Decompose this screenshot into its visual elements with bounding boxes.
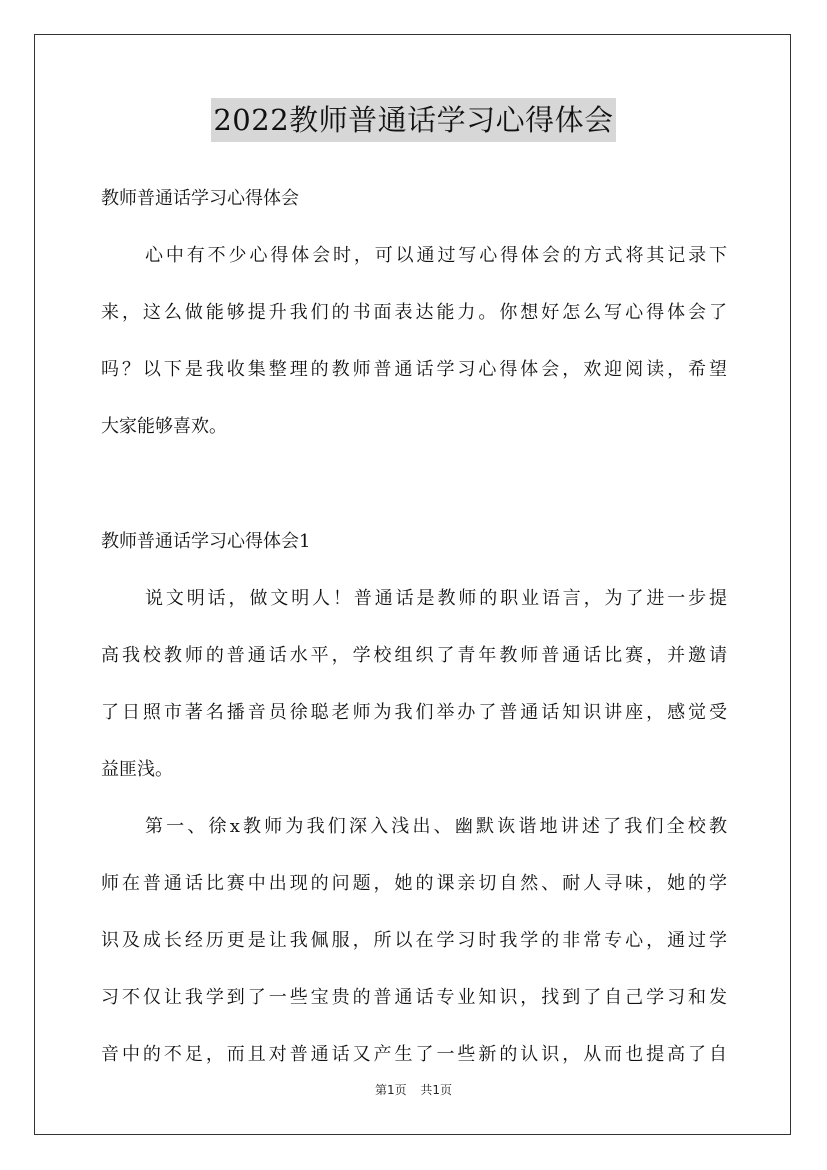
section-spacer: [101, 455, 727, 513]
section1-para2-line-5: 音中的不足，而且对普通话又产生了一些新的认识，从而也提高了自: [101, 1044, 727, 1065]
section1-para1-line-2: 高我校教师的普通话水平，学校组织了青年教师普通话比赛，并邀请: [101, 645, 727, 666]
section1-para2-line-1: 第一、徐x教师为我们深入浅出、幽默诙谐地讲述了我们全校教: [145, 816, 727, 837]
intro-line-1: 心中有不少心得体会时，可以通过写心得体会的方式将其记录下: [145, 245, 727, 266]
section1-para2-line-3: 识及成长经历更是让我佩服，所以在学习时我学的非常专心，通过学: [101, 930, 727, 951]
page-total: 共1页: [420, 1083, 453, 1097]
section1-para1-line-4: 益匪浅。: [101, 759, 173, 780]
page-number: 第1页: [374, 1083, 407, 1097]
section1-para2-line-2: 师在普通话比赛中出现的问题，她的课亲切自然、耐人寻味，她的学: [101, 873, 727, 894]
title-wrapper: [0, 98, 827, 142]
intro-heading: 教师普通话学习心得体会: [101, 188, 299, 209]
section1-para2-line-4: 习不仅让我学到了一些宝贵的普通话专业知识，找到了自己学习和发: [101, 987, 727, 1008]
section1-para1-line-1: 说文明话，做文明人！普通话是教师的职业语言，为了进一步提: [145, 588, 727, 609]
intro-line-4: 大家能够喜欢。: [101, 416, 227, 437]
intro-line-3: 吗？以下是我收集整理的教师普通话学习心得体会，欢迎阅读，希望: [101, 359, 727, 380]
intro-line-2: 来，这么做能够提升我们的书面表达能力。你想好怎么写心得体会了: [101, 302, 727, 323]
section1-heading: 教师普通话学习心得体会1: [101, 531, 311, 552]
document-title: 2022教师普通话学习心得体会: [211, 98, 615, 142]
section1-para1-line-3: 了日照市著名播音员徐聪老师为我们举办了普通话知识讲座，感觉受: [101, 702, 727, 723]
page-footer: [0, 1082, 827, 1098]
document-body: [101, 170, 727, 1083]
